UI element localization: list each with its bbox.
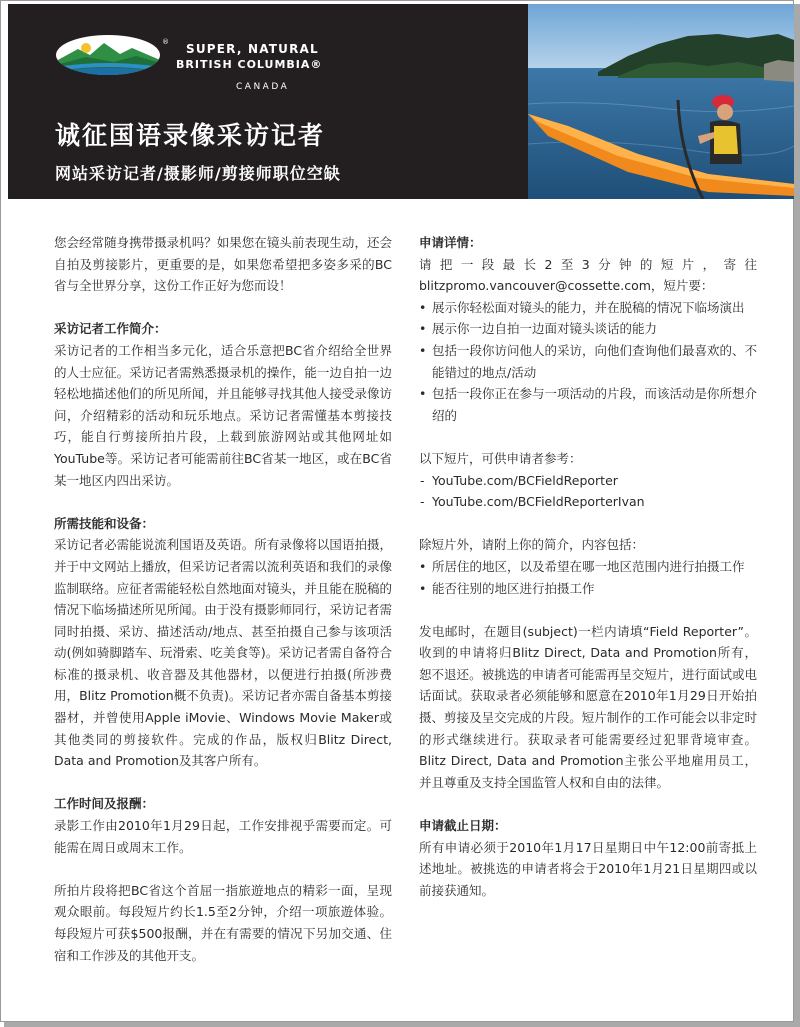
intro-text: 您会经常随身携带摄录机吗？如果您在镜头前表现生动，还会自拍及剪接影片，更重要的是，如果您希望把多姿多采的BC省与全世界分享，这份工作正好为您而设！ xyxy=(54,235,392,294)
hours-text: 录影工作由2010年1月29日起，工作安排视乎需要而定。可能需在周日或周末工作。 xyxy=(54,818,392,855)
skills-text: 采访记者必需能说流利国语及英语。所有录像将以国语拍摄，并于中文网站上播放，但采访记者需以流利英语和我们的录像监制联络。应征者需能轻松自然地面对镜头，并且能在脱稿的情况下临场描述所见所闻。由于没有摄影师同行，采访记者需同时拍摄、采访、描述活动/地点、甚至拍摄自己参与该项活动(例如骑脚踏车、玩滑索、吃美食等)。采访记者需自备符合标准的摄录机、收音器及其他器材，以便进行拍摄(所涉费用，Blitz Promotion概不负责)。采访记者亦需自备基本剪接器材，并曾使用Apple iMovie、Windows Movie Maker或其他类同的剪接软件。完成的作品，版权归Blitz Direct, Data and Promotion及其客户所有。 xyxy=(54,537,392,769)
page-shadow-bottom xyxy=(4,1022,800,1027)
reference-links-list xyxy=(419,470,757,513)
job-description-heading: 采访记者工作简介： xyxy=(54,321,167,337)
list-item: • 能否往别的地区进行拍摄工作 xyxy=(419,578,757,600)
pay-text: 所拍片段将把BC省这个首屈一指旅遊地点的精彩一面，呈现观众眼前。每段短片约长1.5至2分钟，介绍一项旅遊体验。每段短片可获$500报酬，并在有需要的情况下另加交通、住宿和工作涉及的其他开支。 xyxy=(54,882,392,963)
right-column xyxy=(419,232,757,901)
brand-line-1: SUPER, NATURAL xyxy=(186,42,319,56)
list-item: • 展示你一边自拍一边面对镜头谈话的能力 xyxy=(419,318,757,340)
reference-link[interactable]: - YouTube.com/BCFieldReporterIvan xyxy=(419,491,757,513)
page-shadow-right xyxy=(794,4,800,1027)
reference-link[interactable]: - YouTube.com/BCFieldReporter xyxy=(419,470,757,492)
brand-line-3: CANADA xyxy=(236,82,290,92)
kayaker-photo xyxy=(528,4,794,199)
super-natural-bc-logo xyxy=(56,35,160,75)
skills-heading: 所需技能和设备： xyxy=(54,515,155,531)
list-item: • 包括一段你访问他人的采访，向他们查询他们最喜欢的、不能错过的地点/活动 xyxy=(419,340,757,383)
reference-text: 以下短片，可供申请者参考： xyxy=(419,450,582,466)
page-title: 诚征国语录像采访记者 xyxy=(55,121,326,150)
apply-text: 请把一段最长2至3分钟的短片，寄往blitzpromo.vancouver@cossette.com，短片要： xyxy=(419,256,757,294)
deadline-text: 所有申请必须于2010年1月17日星期日中午12:00前寄抵上述地址。被挑选的申请者将会于2010年1月21日星期四或以前接获通知。 xyxy=(419,839,757,898)
header-banner xyxy=(8,4,794,199)
email-instructions-text: 发电邮时，在题目(subject)一栏内请填“Field Reporter”。收到的申请将归Blitz Direct, Data and Promotion所有，恕不退还。被挑选的申请者可能需再呈交短片，进行面试或电话面试。获取录者必须能够和愿意在2010年1月29日开始拍摄、剪接及呈交完成的片段。短片制作的工作可能会以非定时的形式继续进行。获取录者可能需要经过犯罪背境审查。Blitz Direct, Data and Promotion主张公平地雇用员工，并且尊重及支持全国监管人权和自由的法律。 xyxy=(419,623,757,790)
deadline-heading: 申请截止日期： xyxy=(419,818,507,834)
brand-line-2: BRITISH COLUMBIA® xyxy=(176,58,323,71)
list-item: • 所居住的地区，以及希望在哪一地区范围内进行拍摄工作 xyxy=(419,556,757,578)
list-item: • 展示你轻松面对镜头的能力，并在脱稿的情况下临场演出 xyxy=(419,297,757,319)
apply-requirements-list xyxy=(419,297,757,427)
apply-heading: 申请详情： xyxy=(419,235,482,250)
registered-mark: ® xyxy=(162,38,169,46)
left-column xyxy=(54,232,392,966)
list-item: • 包括一段你正在参与一项活动的片段，而该活动是你所想介绍的 xyxy=(419,383,757,426)
job-description-text: 采访记者的工作相当多元化，适合乐意把BC省介绍给全世界的人士应征。采访记者需熟悉摄录机的操作，能一边自拍一边轻松地描述他们的所见所闻，并且能够寻找其他人接受录像访问，介绍精彩的活动和玩乐地点。采访记者需懂基本剪接技巧，能自行剪接所拍片段，上载到旅游网站或其他网址如YouTube等。采访记者可能需前往BC省某一地区，或在BC省某一地区内四出采访。 xyxy=(54,342,392,488)
page-subtitle: 网站采访记者/摄影师/剪接师职位空缺 xyxy=(55,164,341,183)
hours-heading: 工作时间及报酬： xyxy=(54,796,155,812)
extra-info-text: 除短片外，请附上你的简介，内容包括： xyxy=(419,537,645,553)
extra-info-list xyxy=(419,556,757,599)
